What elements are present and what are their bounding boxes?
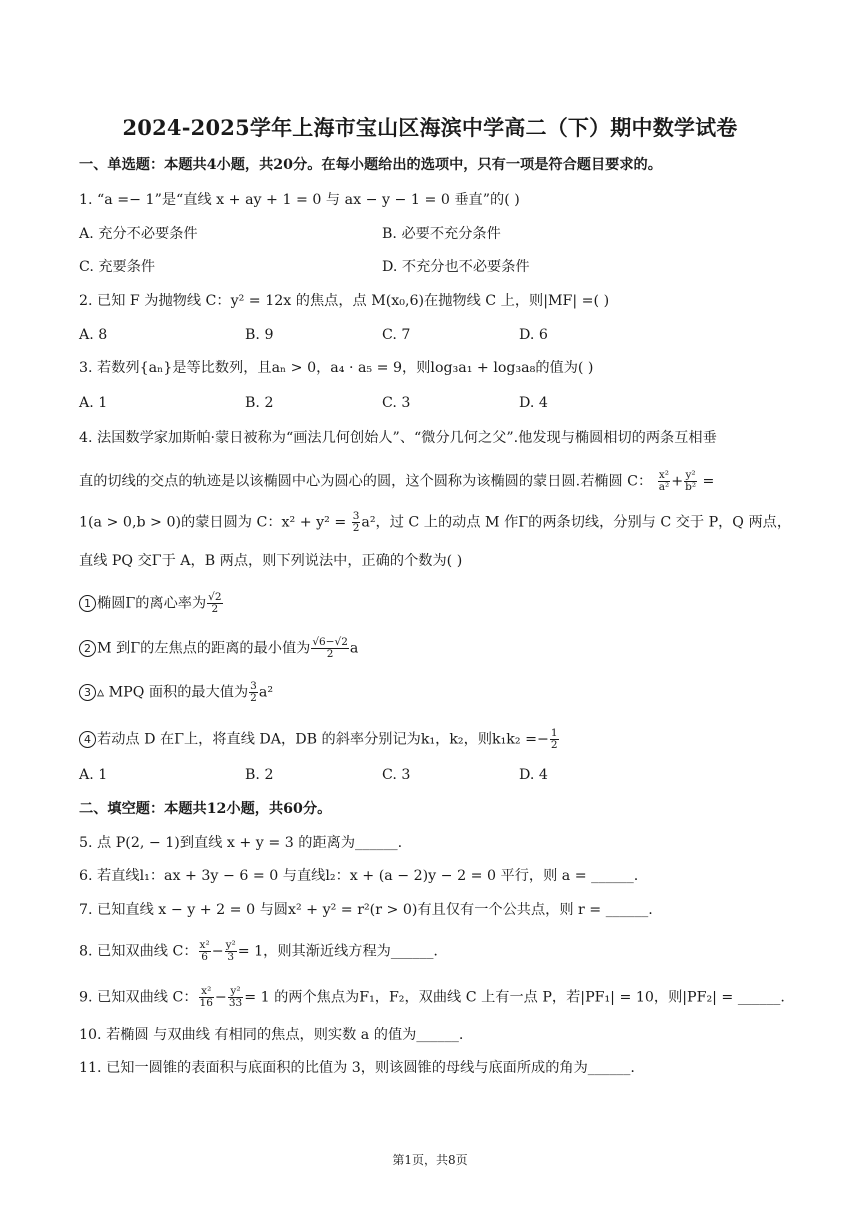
q4-option-c: C. 3 (382, 767, 411, 783)
circled-number-3: 3 (79, 684, 96, 701)
question-8-stem: 8. 已知双曲线 C： $\frac{\text{x²}}{6}$ − $\frac{\text{y²}}{3}$ = 1，则其渐近线方程为______. (79, 939, 438, 963)
q2-option-d: D. 6 (519, 327, 548, 343)
section-header-fill-in: 二、填空题：本题共12小题，共60分。 (79, 801, 332, 817)
q4-statement-2-tail: a (349, 640, 359, 657)
page-title: 2024-2025学年上海市宝山区海滨中学高二（下）期中数学试卷 (122, 115, 738, 140)
question-10-stem: 10. 若椭圆 与双曲线 有相同的焦点，则实数 a 的值为______. (79, 1027, 464, 1043)
q4-statement-4 (79, 728, 560, 751)
q2-option-c: C. 7 (382, 327, 411, 343)
q4-equals: = (702, 473, 715, 490)
q8-suffix: = 1，则其渐近线方程为______. (237, 943, 438, 960)
q4-statement-1 (79, 592, 224, 615)
fraction-3-over-2-b: $\frac{3}{2}$ (250, 680, 257, 704)
q4-statement-1-text: 椭圆Γ的离心率为 (97, 595, 207, 612)
fraction-y2-over-b2: $\frac{\text{y²}}{\text{b²}}$ (685, 469, 697, 493)
question-4-line-3 (79, 511, 791, 534)
question-2-stem: 2. 已知 F 为抛物线 C：y² = 12x 的焦点，点 M(x₀,6)在抛物线 C 上，则|MF| =( ) (79, 293, 610, 309)
q4-statement-2 (79, 637, 358, 660)
q4-option-b: B. 2 (245, 767, 274, 783)
question-11-stem: 11. 已知一圆锥的表面积与底面积的比值为 3，则该圆锥的母线与底面所成的角为______. (79, 1060, 635, 1076)
question-9-stem: 9. 已知双曲线 C： $\frac{\text{x²}}{16}$ − $\frac{\text{y²}}{33}$ = 1 的两个焦点为F₁，F₂，双曲线 C 上有一点 P，若|PF₁| = 10，则|PF₂| = ______. (79, 985, 785, 1009)
q1-option-b: B. 必要不充分条件 (382, 226, 501, 242)
q4-line-3-text: 1(a > 0,b > 0)的蒙日圆为 C：x² + y² = (79, 514, 347, 531)
question-7-stem: 7. 已知直线 x − y + 2 = 0 与圆x² + y² = r²(r > 0)有且仅有一个公共点，则 r = ______. (79, 902, 653, 918)
fraction-3-over-2: $\frac{3}{2}$ (352, 510, 360, 534)
question-4-line-4: 直线 PQ 交Γ于 A，B 两点，则下列说法中，正确的个数为( ) (79, 553, 463, 569)
q4-statement-3 (79, 681, 273, 704)
q1-option-c: C. 充要条件 (79, 259, 156, 275)
fraction-y2-over-3: $\frac{\text{y²}}{3}$ (225, 939, 236, 963)
question-6-stem: 6. 若直线l₁：ax + 3y − 6 = 0 与直线l₂：x + (a − 2)y − 2 = 0 平行，则 a = ______. (79, 868, 639, 884)
fraction-1-over-2: $\frac{1}{2}$ (550, 727, 558, 751)
circled-number-4: 4 (79, 731, 96, 748)
q4-option-a: A. 1 (79, 767, 108, 783)
fraction-sqrt6-minus-sqrt2-over-2: $\frac{√6-√2}{2}$ (312, 636, 348, 660)
fraction-x2-over-16: $\frac{\text{x²}}{16}$ (199, 985, 213, 1009)
q1-option-a: A. 充分不必要条件 (79, 226, 198, 242)
question-1-stem: 1. “a =− 1”是“直线 x + ay + 1 = 0 与 ax − y − 1 = 0 垂直”的( ) (79, 192, 520, 208)
q3-option-d: D. 4 (519, 395, 548, 411)
q4-statement-2-text: M 到Γ的左焦点的距离的最小值为 (97, 640, 311, 657)
q4-statement-3-text: ▵ MPQ 面积的最大值为 (97, 684, 249, 701)
question-4-line-2: 直的切线的交点的轨迹是以该椭圆中心为圆心的圆，这个圆称为该椭圆的蒙日圆.若椭圆 C： $\frac{\text{x²}}{\text{a²}}$ + $\frac{\text{y²}}{\text{b²}}$ = (79, 469, 715, 493)
fraction-y2-over-33: $\frac{\text{y²}}{33}$ (228, 985, 243, 1009)
fraction-x2-over-6: $\frac{\text{x²}}{6}$ (199, 939, 210, 963)
question-4-line-1: 4. 法国数学家加斯帕·蒙日被称为“画法几何创始人”、“微分几何之父”.他发现与椭圆相切的两条互相垂 (79, 430, 717, 446)
q4-option-d: D. 4 (519, 767, 548, 783)
q2-option-a: A. 8 (79, 327, 108, 343)
q4-line-3-tail: a²，过 C 上的动点 M 作Γ的两条切线，分别与 C 交于 P，Q 两点， (361, 514, 792, 531)
q4-statement-3-tail: a² (258, 684, 274, 701)
fraction-sqrt2-over-2: $\frac{√2}{2}$ (208, 591, 222, 615)
q8-prefix: 8. 已知双曲线 C： (79, 943, 198, 960)
q9-suffix: = 1 的两个焦点为F₁，F₂，双曲线 C 上有一点 P，若|PF₁| = 10，则|PF₂| = ______. (244, 989, 785, 1006)
question-3-stem: 3. 若数列{aₙ}是等比数列，且aₙ > 0，a₄ · a₅ = 9，则log₃a₁ + log₃a₈的值为( ) (79, 360, 594, 376)
section-header-single-choice: 一、单选题：本题共4小题，共20分。在每小题给出的选项中，只有一项是符合题目要求的。 (79, 157, 662, 173)
q3-option-c: C. 3 (382, 395, 411, 411)
q9-prefix: 9. 已知双曲线 C： (79, 989, 198, 1006)
circled-number-2: 2 (79, 640, 96, 657)
q3-option-a: A. 1 (79, 395, 108, 411)
q1-option-d: D. 不充分也不必要条件 (382, 259, 530, 275)
q2-option-b: B. 9 (245, 327, 274, 343)
page-footer: 第1页，共8页 (392, 1153, 468, 1167)
fraction-x2-over-a2: $\frac{\text{x²}}{\text{a²}}$ (658, 469, 670, 493)
q3-option-b: B. 2 (245, 395, 274, 411)
q4-line-2-text: 直的切线的交点的轨迹是以该椭圆中心为圆心的圆，这个圆称为该椭圆的蒙日圆.若椭圆 C： (79, 473, 653, 490)
circled-number-1: 1 (79, 595, 96, 612)
question-5-stem: 5. 点 P(2, − 1)到直线 x + y = 3 的距离为______. (79, 835, 403, 851)
q4-statement-4-text: 若动点 D 在Γ上，将直线 DA，DB 的斜率分别记为k₁，k₂，则k₁k₂ =− (97, 731, 549, 748)
